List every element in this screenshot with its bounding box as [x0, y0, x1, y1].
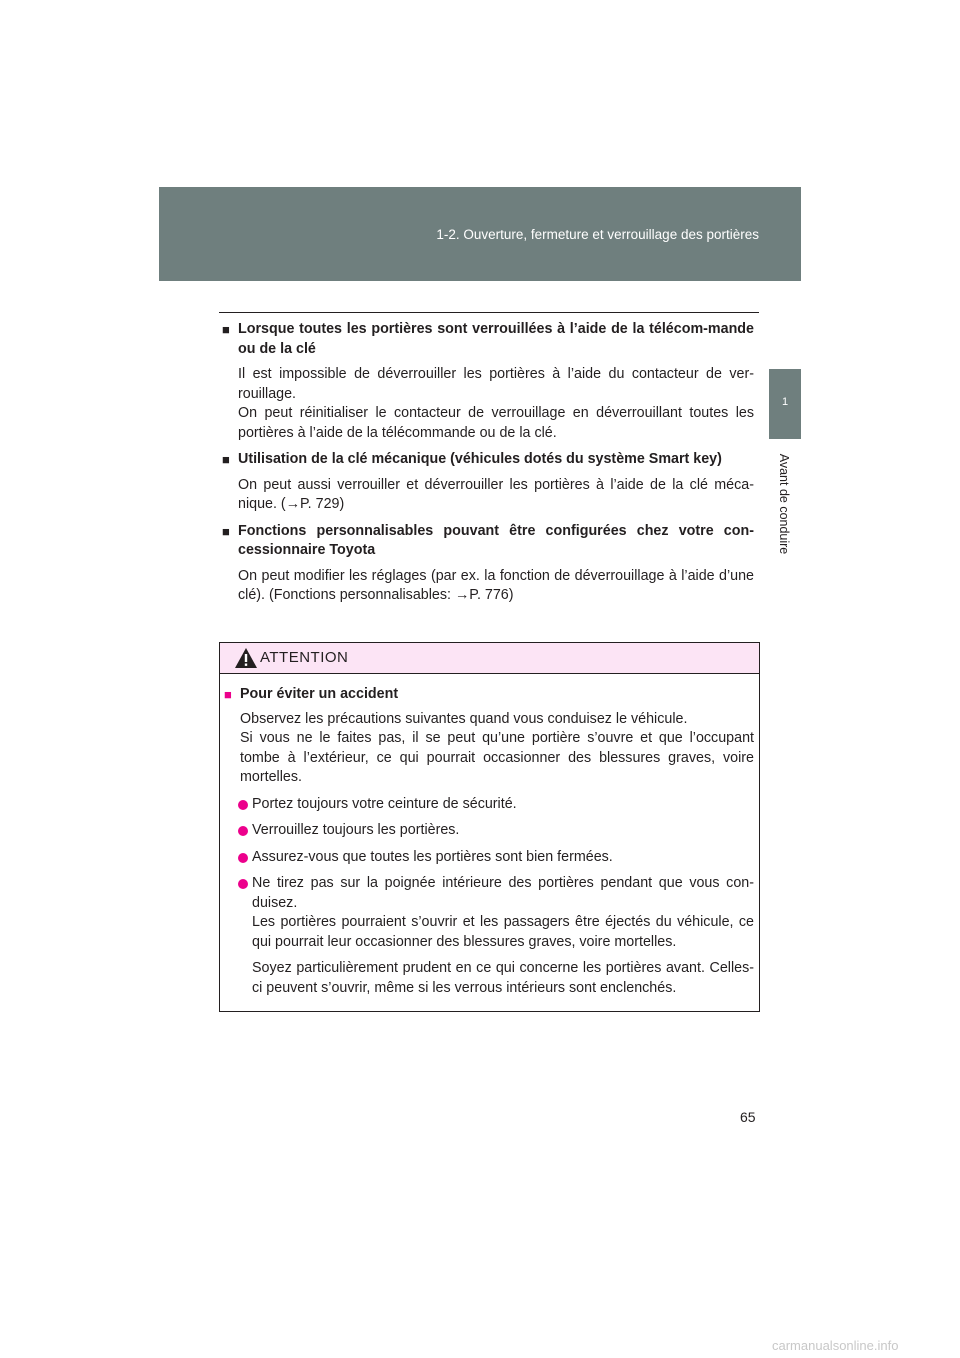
warning-heading: ■ Pour éviter un accident — [224, 685, 754, 705]
warning-box — [219, 642, 760, 1012]
section-body: On peut modifier les réglages (par ex. la fonction de déverrouillage à l’aide d’une clé). (Fonctions personnalisables: →P. 776) — [238, 567, 754, 603]
side-tab — [769, 369, 801, 439]
chapter-header — [159, 187, 801, 281]
section-heading: ■ Utilisation de la clé mécanique (véhicules dotés du système Smart key) — [222, 450, 754, 470]
main-content — [222, 320, 754, 613]
square-bullet-icon: ■ — [222, 523, 230, 539]
square-bullet-icon: ■ — [222, 452, 230, 467]
section-mechanical-key — [222, 450, 754, 515]
page-number: 65 — [740, 1109, 756, 1125]
square-bullet-icon: ■ — [224, 687, 232, 702]
section-heading: ■ Fonctions personnalisables pouvant être configurées chez votre con-cessionnaire Toyota — [222, 522, 754, 561]
square-bullet-icon: ■ — [222, 322, 230, 337]
bullet-dot-icon — [238, 800, 248, 810]
list-item: Assurez-vous que toutes les portières sont bien fermées. — [238, 848, 754, 868]
divider — [219, 312, 759, 313]
watermark: carmanualsonline.info — [772, 1338, 899, 1353]
list-item: Ne tirez pas sur la poignée intérieure des portières pendant que vous con-duisez. Les portières pourraient s’ouvrir et les passagers être éjectés du véhicule, ce qui pourrait leur occasionner des blessures graves, voire mortelles. Soyez particulièrement prudent en ce qui concerne les portières avant. Celles-ci peuvent s’ouvrir, même si les verrous intérieurs sont enclenchés. — [238, 874, 754, 998]
chapter-title: 1-2. Ouverture, fermeture et verrouillage des portières — [436, 227, 759, 242]
bullet-dot-icon — [238, 826, 248, 836]
warning-body — [220, 674, 759, 998]
warning-title: ATTENTION — [260, 649, 349, 666]
warning-header — [220, 643, 759, 674]
list-item: Portez toujours votre ceinture de sécurité. — [238, 795, 754, 815]
chapter-number: 1 — [781, 396, 789, 408]
page-reference-link[interactable]: →P. 776 — [454, 587, 509, 603]
warning-intro: Observez les précautions suivantes quand vous conduisez le véhicule. Si vous ne le faites pas, il se peut qu’une portière s’ouvre et que l’occupant tombe à l’extérieur, ce qui pourrait occasionner des blessures graves, voire mortelles. — [240, 710, 754, 785]
page-reference-link[interactable]: →P. 729 — [285, 496, 340, 512]
warning-triangle-icon — [234, 647, 258, 669]
bullet-dot-icon — [238, 879, 248, 889]
bullet-dot-icon — [238, 853, 248, 863]
section-body: On peut aussi verrouiller et déverrouiller les portières à l’aide de la clé méca-nique. (→P. 729) — [238, 476, 754, 512]
section-customizable-features — [222, 522, 754, 606]
chapter-label: Avant de conduire — [777, 453, 791, 555]
section-heading: ■ Lorsque toutes les portières sont verrouillées à l’aide de la télécom-mande ou de la clé — [222, 320, 754, 359]
list-item: Verrouillez toujours les portières. — [238, 821, 754, 841]
section-remote-lock — [222, 320, 754, 443]
section-body: Il est impossible de déverrouiller les portières à l’aide du contacteur de ver-rouillage. On peut réinitialiser le contacteur de verrouillage en déverrouillant toutes les portières à l’aide de la télécommande ou de la clé. — [238, 366, 754, 441]
